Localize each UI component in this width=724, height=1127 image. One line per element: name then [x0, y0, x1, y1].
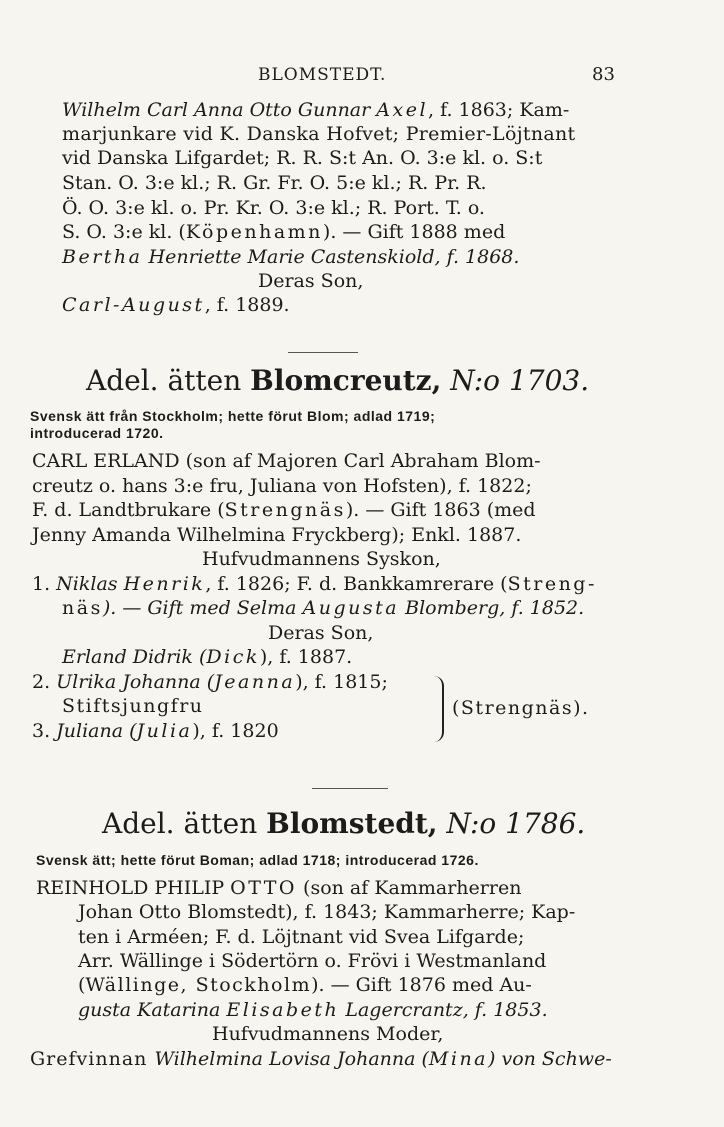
text-line: Johan Otto Blomstedt), f. 1843; Kammarherre; Kap- [78, 901, 576, 923]
siblings-label: Hufvudmannens Syskon, [202, 548, 441, 570]
text-line: S. O. 3:e kl. (Köpenhamn). — Gift 1888 med [62, 221, 506, 243]
text-line: (Wällinge, Stockholm). — Gift 1876 med Au- [78, 974, 532, 996]
text-line: Stiftsjungfru [62, 695, 204, 717]
mother-label: Hufvudmannens Moder, [212, 1023, 444, 1045]
section-heading: Adel. ätten Blomstedt, N:o 1786. [102, 807, 586, 840]
text-line: Grefvinnan Wilhelmina Lovisa Johanna (Mina) von Schwe- [30, 1048, 612, 1070]
place-label: (Strengnäs). [452, 697, 590, 719]
text-line: F. d. Landtbrukare (Strengnäs). — Gift 1863 (med [32, 499, 536, 521]
divider [312, 788, 388, 789]
text-line: ten i Arméen; F. d. Löjtnant vid Svea Lifgarde; [78, 926, 525, 948]
intro-line: Svensk ätt; hette förut Boman; adlad 1718; introducerad 1726. [36, 852, 479, 868]
text-line: Ö. O. 3:e kl. o. Pr. Kr. O. 3:e kl.; R. Port. T. o. [62, 197, 485, 219]
text-line: gusta Katarina Elisabeth Lagercrantz, f. 1853. [78, 999, 548, 1021]
intro-line: introducerad 1720. [30, 425, 164, 441]
text-line: creutz o. hans 3:e fru, Juliana von Hofsten), f. 1822; [32, 475, 532, 497]
son-line: Erland Didrik (Dick), f. 1887. [62, 646, 353, 668]
text-line: Stan. O. 3:e kl.; R. Gr. Fr. O. 5:e kl.; R. Pr. R. [62, 172, 487, 194]
text-line: marjunkare vid K. Danska Hofvet; Premier-Löjtnant [62, 123, 576, 145]
brace [434, 676, 444, 742]
text-line: Wilhelm Carl Anna Otto Gunnar Axel, f. 1863; Kam- [62, 99, 570, 121]
text-line: vid Danska Lifgardet; R. R. S:t An. O. 3:e kl. o. S:t [62, 147, 543, 169]
text-line: Jenny Amanda Wilhelmina Fryckberg); Enkl. 1887. [32, 524, 522, 546]
running-title: BLOMSTEDT. [258, 65, 387, 85]
list-item: 1. Niklas Henrik, f. 1826; F. d. Bankkamrerare (Streng- [32, 573, 597, 595]
text-line: REINHOLD PHILIP OTTO (son af Kammarherren [36, 877, 522, 899]
deras-son-label: Deras Son, [258, 270, 364, 292]
son-line: Carl-August, f. 1889. [62, 294, 290, 316]
deras-son-label: Deras Son, [268, 622, 374, 644]
text-line: Arr. Wällinge i Södertörn o. Frövi i Westmanland [78, 950, 547, 972]
divider [288, 352, 358, 353]
page-number: 83 [592, 64, 615, 85]
text-line: Bertha Henriette Marie Castenskiold, f. 1868. [62, 246, 520, 268]
text-line: CARL ERLAND (son af Majoren Carl Abraham Blom- [32, 450, 541, 472]
list-item: 2. Ulrika Johanna (Jeanna), f. 1815; [32, 671, 388, 693]
section-heading: Adel. ätten Blomcreutz, N:o 1703. [86, 364, 590, 397]
text-line: näs). — Gift med Selma Augusta Blomberg, f. 1852. [62, 597, 585, 619]
list-item: 3. Juliana (Julia), f. 1820 [32, 720, 279, 742]
intro-line: Svensk ätt från Stockholm; hette förut Blom; adlad 1719; [30, 408, 436, 424]
